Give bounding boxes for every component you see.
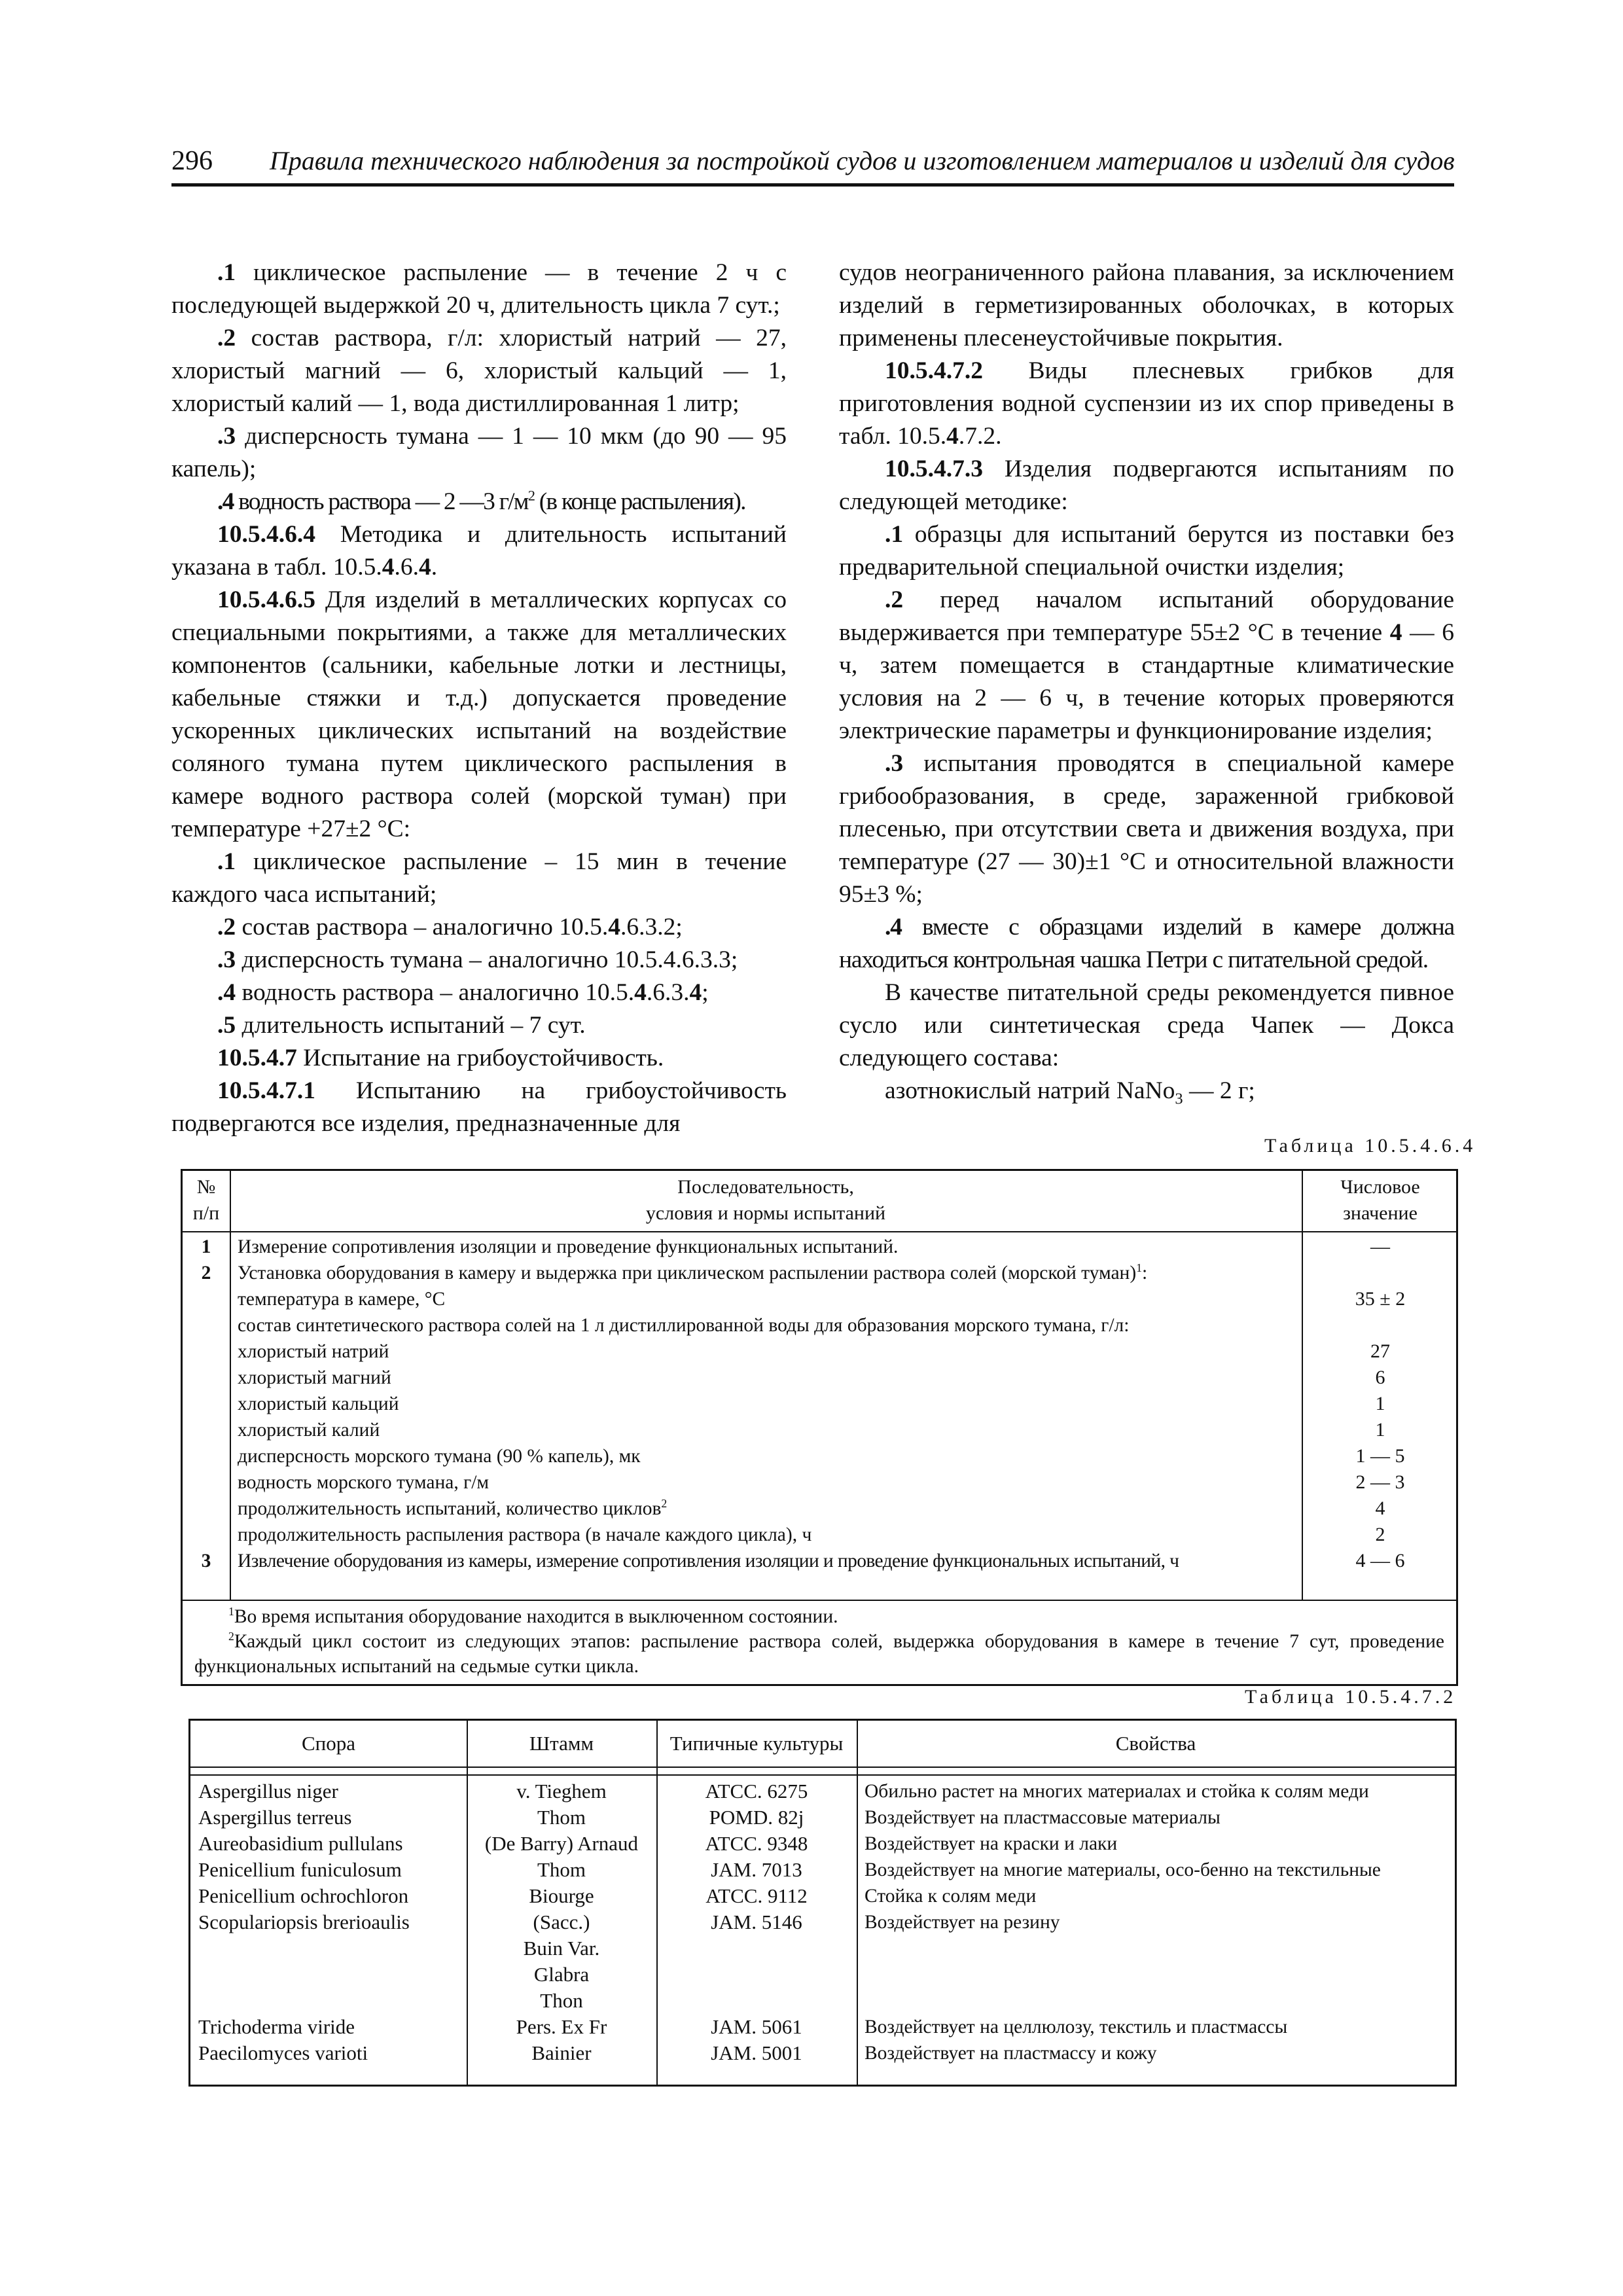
paragraph: 10.5.4.7.3 Изделия подвергаются испытаниям по следующей методике: [839,456,1454,515]
column-header-culture: Типичные культуры [669,1732,844,1755]
table-footnote: $^2$Каждый цикл состоит из следующих этапов: распыление раствора солей, выдержка оборудования в камере в течение 7 сут, проведение функциональных испытаний на седьмые сутки цикла. [194,1630,1444,1677]
table-cell-strain: Thom [537,1858,586,1881]
paragraph: .4 водность раствора – аналогично 10.5.4.6.3.4; [217,979,709,1006]
paragraph: .2 состав раствора, г/л: хлористый натрий — 27, хлористый магний — 6, хлористый кальций — 1, хлористый калий — 1, вода дистиллированная 1 литр; [171,325,787,417]
row-number: 1 [201,1236,211,1257]
paragraph: .3 испытания проводятся в специальной камере грибообразования, в среде, зараженной грибковой плесенью, при отсутствии света и движения воздуха, при температуре (27 — 30)±1 °С и относительной влажности 95±3 %; [839,750,1454,908]
paragraph: 10.5.4.7.1 Испытанию на грибоустойчивость подвергаются все изделия, предназначенные для [171,1077,787,1137]
table-cell-culture: ATCC. 6275 [705,1780,808,1803]
table-cell-props: Воздействует на резину [865,1912,1060,1933]
table-row: состав синтетического раствора солей на 1 л дистиллированной воды для образования морского тумана, г/л: [238,1315,1130,1336]
paragraph: .2 состав раствора – аналогично 10.5.4.6.3.2; [217,914,683,941]
table-row: Измерение сопротивления изоляции и проведение функциональных испытаний. [238,1236,899,1257]
table-cell-strain: (Sacc.) [533,1910,590,1933]
table-row: хлористый натрий [238,1341,389,1362]
table-footnote: $^1$Во время испытания оборудование находится в выключенном состоянии. [228,1605,838,1627]
table-cell-strain: Bainier [531,2041,592,2064]
test-sequence-table [181,1169,1458,1686]
table-value: 1 — 5 [1355,1445,1405,1467]
table-cell-spore: Scopulariopsis brerioaulis [198,1910,410,1933]
right-column [839,257,1454,1107]
table-caption: Таблица 10.5.4.7.2 [1245,1686,1457,1708]
column-header-properties: Свойства [1115,1732,1196,1755]
column-header-number: № п/п [192,1176,220,1224]
paragraph: азотнокислый натрий NaNo$_3$ — 2 г; [885,1077,1255,1108]
table-cell-props: Стойка к солям меди [865,1886,1037,1907]
table-row: хлористый кальций [238,1393,399,1414]
table-cell-props: Воздействует на многие материалы, осо-бенно на текстильные [865,1859,1381,1880]
table-cell-culture: ATCC. 9112 [705,1884,808,1907]
table-value: 2 [1375,1524,1385,1545]
row-number: 2 [201,1263,211,1283]
page-number: 296 [171,146,213,176]
table-cell-spore: Trichoderma viride [198,2015,355,2038]
table-caption: Таблица 10.5.4.6.4 [1264,1135,1476,1157]
table-row: Установка оборудования в камеру и выдержка при циклическом распылении раствора солей (морской туман)$^1$: [238,1261,1148,1283]
column-header-spore: Спора [301,1732,356,1755]
paragraph: .3 дисперсность тумана — 1 — 10 мкм (до 90 — 95 капель); [171,423,787,482]
paragraph: .3 дисперсность тумана – аналогично 10.5.4.6.3.3; [217,946,738,973]
table-value: 1 [1375,1393,1385,1414]
table-cell-props: Воздействует на пластмассу и кожу [865,2043,1157,2064]
table-cell-culture: JAM. 5001 [711,2041,802,2064]
table-cell-strain: Pers. Ex Fr [516,2015,607,2038]
table-cell-props: Обильно растет на многих материалах и стойка к солям меди [865,1781,1369,1802]
table-row: продолжительность испытаний, количество циклов$^2$ [238,1497,668,1519]
table-value: 2 — 3 [1355,1471,1405,1493]
table-row: Извлечение оборудования из камеры, измерение сопротивления изоляции и проведение функциональных испытаний, ч [238,1551,1179,1571]
column-header-value: Числовое значение [1340,1176,1420,1224]
table-value: 6 [1375,1367,1385,1388]
table-cell-strain: Thon [540,1989,583,2012]
paragraph: 10.5.4.6.4 Методика и длительность испытаний указана в табл. 10.5.4.6.4. [171,521,787,581]
paragraph: 10.5.4.7.2 Виды плесневых грибков для приготовления водной суспензии из их спор приведены в табл. 10.5.4.7.2. [839,357,1454,450]
table-row: хлористый магний [238,1367,391,1388]
paragraph: .5 длительность испытаний – 7 сут. [217,1012,586,1039]
table-row: хлористый калий [238,1420,380,1441]
table-value: 35 ± 2 [1355,1288,1406,1310]
column-header-strain: Штамм [529,1732,594,1755]
row-number: 3 [201,1551,211,1571]
running-title: Правила технического наблюдения за постройкой судов и изготовлением материалов и изделий для судов [270,146,1455,175]
table-cell-culture: ATCC. 9348 [705,1832,808,1855]
paragraph: 10.5.4.7 Испытание на грибоустойчивость. [217,1045,664,1071]
table-cell-props: Воздействует на целлюлозу, текстиль и пластмассы [865,2017,1288,2037]
table-cell-spore: Aspergillus terreus [198,1806,352,1829]
table-cell-strain: Thom [537,1806,586,1829]
table-cell-strain: Buin Var. [523,1937,600,1960]
paragraph: .1 циклическое распыление — в течение 2 ч с последующей выдержкой 20 ч, длительность цикла 7 сут.; [171,259,787,319]
table-value: 4 [1375,1498,1385,1519]
table-cell-spore: Penicellium ochrochloron [198,1884,409,1907]
paragraph: .1 образцы для испытаний берутся из поставки без предварительной специальной очистки изделия; [839,521,1454,581]
paragraph: .1 циклическое распыление – 15 мин в течение каждого часа испытаний; [171,848,787,908]
paragraph: .4 вместе с образцами изделий в камере должна находиться контрольная чашка Петри с питательной средой. [839,914,1454,973]
column-header-sequence: Последовательность, условия и нормы испытаний [645,1176,886,1224]
paragraph: .4 водность раствора — 2 —3 $г/м^2$ (в конце распыления). [217,487,745,515]
table-value: — [1370,1236,1390,1257]
table-cell-spore: Paecilomyces varioti [198,2041,368,2064]
table-row: дисперсность морского тумана (90 % капель), мк [238,1446,641,1467]
table-row: температура в камере, °С [238,1289,446,1310]
fungi-species-table [188,1719,1457,2087]
table-cell-strain: Glabra [533,1963,590,1986]
paragraph: В качестве питательной среды рекомендуется пивное сусло или синтетическая среда Чапек — Докса следующего состава: [839,979,1454,1071]
table-cell-culture: POMD. 82j [709,1806,804,1829]
table-value: 1 [1375,1419,1385,1441]
table-cell-props: Воздействует на краски и лаки [865,1833,1118,1854]
table-cell-culture: JAM. 5061 [711,2015,802,2038]
table-value: 27 [1370,1340,1390,1362]
table-cell-spore: Aureobasidium pullulans [198,1832,403,1855]
table-row: водность морского тумана, г/м [238,1472,490,1493]
table-cell-strain: Biourge [529,1884,594,1907]
running-header [171,145,1454,187]
table-cell-culture: JAM. 5146 [711,1910,802,1933]
table-cell-culture: JAM. 7013 [711,1858,802,1881]
table-cell-props: Воздействует на пластмассовые материалы [865,1807,1221,1828]
left-column [171,257,787,1140]
paragraph: .2 перед началом испытаний оборудование выдерживается при температуре 55±2 °С в течение 4 — 6 ч, затем помещается в стандартные климатические условия на 2 — 6 ч, в течение которых проверяются электрические параметры и функционирование изделия; [839,586,1454,744]
table-cell-spore: Aspergillus niger [198,1780,338,1803]
table-row: продолжительность распыления раствора (в начале каждого цикла), ч [238,1524,812,1545]
table-cell-spore: Penicellium funiculosum [198,1858,402,1881]
table-value: 4 — 6 [1355,1550,1405,1571]
paragraph: 10.5.4.6.5 Для изделий в металлических корпусах со специальными покрытиями, а также для металлических компонентов (сальники, кабельные лотки и лестницы, кабельные стяжки и т.д.) допускается проведение ускоренных циклических испытаний на воздействие соляного тумана путем циклического распыления в камере водного раствора солей (морской туман) при температуре +27±2 °С: [171,586,787,842]
table-cell-strain: v. Tieghem [516,1780,607,1803]
paragraph: судов неограниченного района плавания, за исключением изделий в герметизированных оболочках, в которых применены плесенеустойчивые покрытия. [839,259,1454,351]
table-cell-strain: (De Barry) Arnaud [484,1832,639,1855]
